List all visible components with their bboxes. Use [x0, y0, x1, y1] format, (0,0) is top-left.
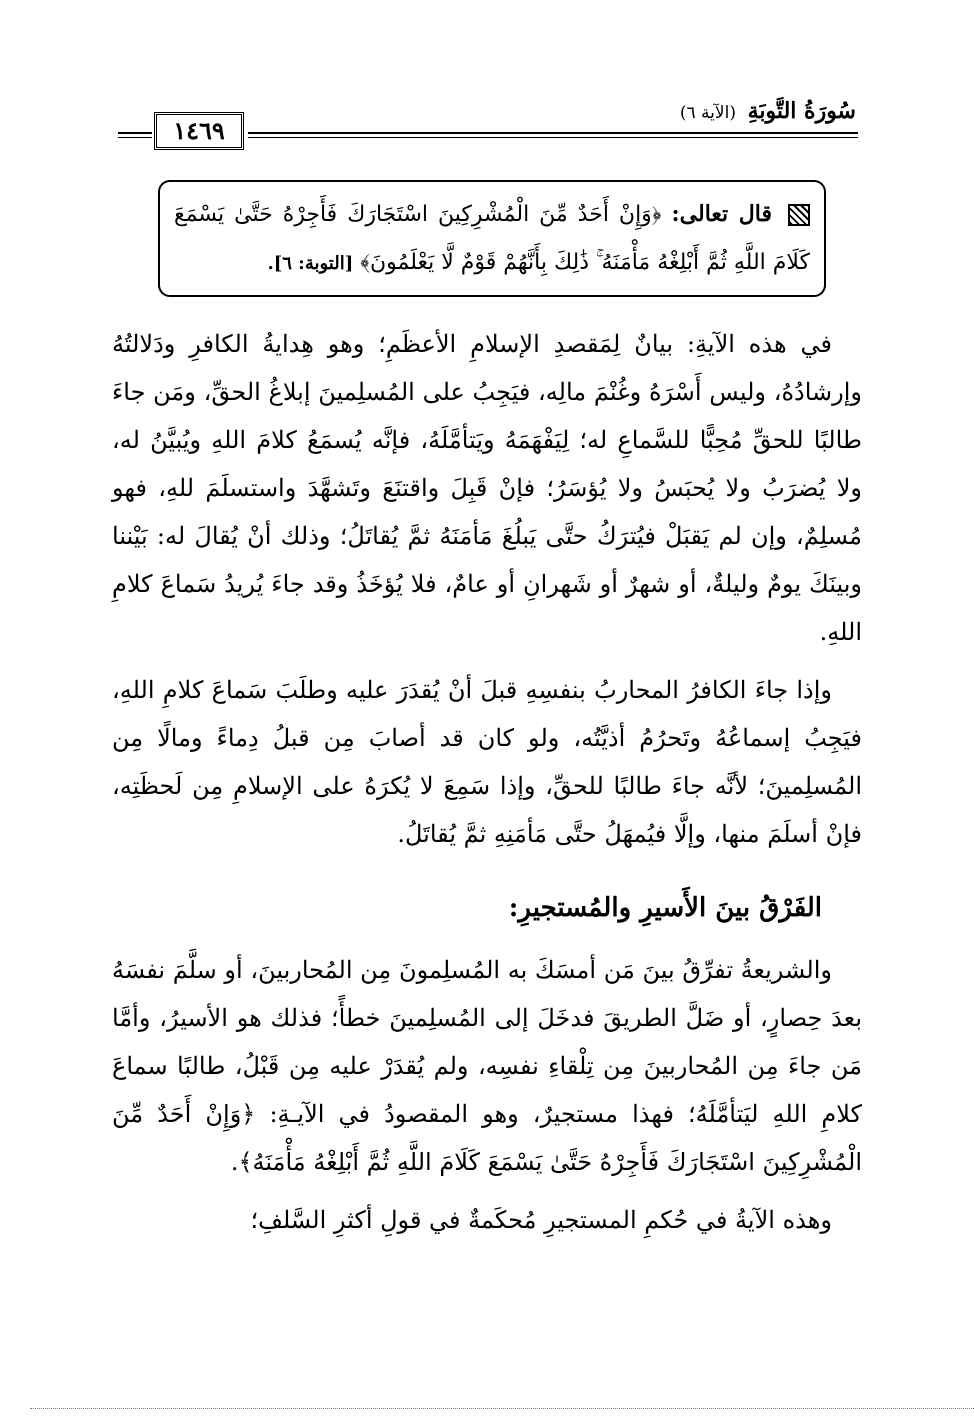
body-text: [112, 320, 862, 1254]
verse-box: [158, 180, 826, 297]
quran-verse: ﴿وَإِنْ أَحَدٌ مِّنَ الْمُشْرِكِينَ اسْتَجَارَكَ فَأَجِرْهُ حَتَّىٰ يَسْمَعَ كَلَامَ اللَّهِ ثُمَّ أَبْلِغْهُ مَأْمَنَهُ ۚ ذَٰلِكَ بِأَنَّهُمْ قَوْمٌ لَّا يَعْلَمُونَ﴾: [174, 202, 810, 275]
header-rule-thin: [248, 137, 858, 138]
quran-verse-inline: ﴿وَإِنْ أَحَدٌ مِّنَ الْمُشْرِكِينَ اسْتَجَارَكَ فَأَجِرْهُ حَتَّىٰ يَسْمَعَ كَلَامَ اللَّهِ ثُمَّ أَبْلِغْهُ مَأْمَنَهُ﴾: [112, 1100, 862, 1176]
header-rule-left-thin: [118, 137, 152, 138]
header-rule-left: [118, 132, 152, 134]
paragraph-text: والشريعةُ تفرِّقُ بينَ مَن أمسَكَ به المُسلِمونَ مِن المُحاربينَ، أو سلَّمَ نفسَهُ بعدَ حِصارٍ، أو ضَلَّ الطريقَ فدخَلَ إلى المُسلِمينَ خطأً؛ فذلك هو الأسيرُ، وأمَّا مَن جاءَ مِن المُحاربينَ مِن تِلْقاءِ نفسِه، ولم يُقدَرْ عليه مِن قَبْلُ، طالبًا سماعَ كلامِ اللهِ ليَتأمَّلَهُ؛ فهذا مستجيرٌ، وهو المقصودُ في الآيـةِ:: [112, 956, 862, 1128]
paragraph: [112, 946, 862, 1186]
ornament-icon: [788, 204, 810, 226]
paragraph: في هذه الآيةِ: بيانٌ لِمَقصدِ الإسلامِ الأعظَمِ؛ وهو هِدايةُ الكافرِ ودَلالتُهُ وإرشادُهُ، وليس أَسْرَهُ وغُنْمَ مالِه، فيَجِبُ على المُسلِمينَ إبلاغُ الحقِّ، ومَن جاءَ طالبًا للحقِّ مُحِبًّا للسَّماعِ له؛ لِيَفْهَمَهُ ويَتأمَّلَهُ، فإنَّه يُسمَعُ كلامَ اللهِ ويُبيَّنُ له، ولا يُضرَبُ ولا يُحبَسُ ولا يُؤسَرُ؛ فإنْ قَبِلَ واقتنَعَ وتَشهَّدَ واستسلَمَ للهِ، فهو مُسلِمٌ، وإن لم يَقبَلْ فيُترَكُ حتَّى يَبلُغَ مَأمَنَهُ ثمَّ يُقاتَلُ؛ وذلك أنْ يُقالَ له: بَيْننا وبينَكَ يومٌ وليلةٌ، أو شهرٌ أو شَهرانِ أو عامٌ، فلا يُؤخَذُ وقد جاءَ يُريدُ سَماعَ كلامِ اللهِ.: [112, 330, 862, 646]
ayah-number: (الآية ٦): [679, 103, 736, 123]
verse-reference: [التوبة: ٦].: [267, 253, 354, 274]
paragraph-end: .: [230, 1148, 239, 1176]
verse-intro: قال تعالى:: [671, 201, 773, 227]
page-number: ١٤٦٩: [154, 112, 244, 150]
surah-header: [616, 98, 856, 124]
section-heading: الفَرْقُ بينَ الأَسيرِ والمُستجيرِ:: [508, 893, 822, 923]
paragraph: وهذه الآيةُ في حُكمِ المستجيرِ مُحكَمةٌ في قولِ أكثرِ السَّلفِ؛: [250, 1206, 832, 1234]
surah-name: سُورَةُ التَّوبَةِ: [747, 98, 856, 124]
footer-dotted-rule: [30, 1408, 974, 1409]
header-rule: [248, 132, 858, 134]
paragraph: وإذا جاءَ الكافرُ المحاربُ بنفسِهِ قبلَ أنْ يُقدَرَ عليه وطلَبَ سَماعَ كلامِ اللهِ، فيَجِبُ إسماعُهُ وتَحرُمُ أذيَّتُه، ولو كان قد أصابَ مِن قبلُ دِماءً ومالًا مِن المُسلِمينَ؛ لأنَّه جاءَ طالبًا للحقِّ، وإذا سَمِعَ لا يُكرَهُ على الإسلامِ مِن لَحظَتِه، فإنْ أسلَمَ منها، وإلَّا فيُمهَلُ حتَّى مَأمَنِهِ ثمَّ يُقاتَلُ.: [112, 676, 862, 848]
